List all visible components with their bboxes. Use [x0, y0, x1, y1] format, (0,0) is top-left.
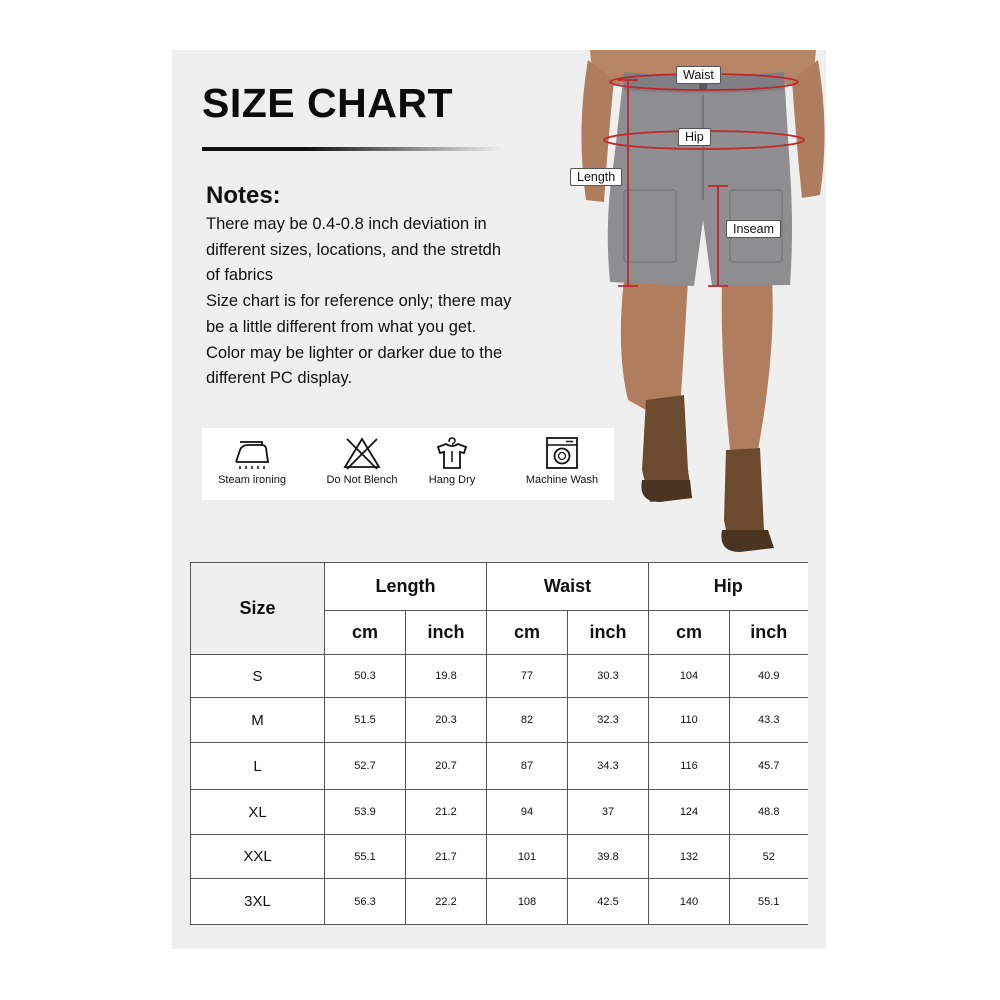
value-cell: 34.3 [568, 743, 649, 790]
size-cell: XL [191, 790, 325, 835]
care-label: Steam ironing [218, 474, 286, 486]
notes-heading: Notes: [206, 182, 281, 209]
value-cell: 52 [730, 835, 808, 879]
value-cell: 48.8 [730, 790, 808, 835]
value-cell: 39.8 [568, 835, 649, 879]
table-row [191, 790, 808, 835]
value-cell: 19.8 [406, 655, 487, 698]
size-table [190, 562, 808, 925]
value-cell: 82 [487, 698, 568, 743]
value-cell: 42.5 [568, 879, 649, 925]
waist-label: Waist [676, 66, 721, 84]
care-label: Hang Dry [428, 474, 476, 486]
washing-machine-icon [542, 436, 582, 470]
value-cell: 55.1 [730, 879, 808, 925]
value-cell: 22.2 [406, 879, 487, 925]
care-label: Do Not Blench [326, 474, 398, 486]
care-instructions [202, 428, 614, 500]
shorts-illustration [580, 50, 826, 560]
value-cell: 87 [487, 743, 568, 790]
value-cell: 53.9 [325, 790, 406, 835]
table-row [191, 835, 808, 879]
value-cell: 21.2 [406, 790, 487, 835]
value-cell: 124 [649, 790, 730, 835]
notes-line: Color may be lighter or darker due to the [206, 343, 503, 362]
value-cell: 77 [487, 655, 568, 698]
care-item-hang-dry [424, 436, 480, 486]
notes-text [206, 212, 536, 392]
group-header: Waist [487, 563, 649, 611]
hip-label: Hip [678, 128, 711, 146]
size-cell: L [191, 743, 325, 790]
unit-header: cm [649, 611, 730, 655]
iron-icon [232, 436, 272, 470]
value-cell: 104 [649, 655, 730, 698]
value-cell: 43.3 [730, 698, 808, 743]
care-item-steam-ironing [214, 436, 290, 486]
value-cell: 20.3 [406, 698, 487, 743]
value-cell: 116 [649, 743, 730, 790]
size-cell: 3XL [191, 879, 325, 925]
no-bleach-icon [342, 436, 382, 470]
inseam-label: Inseam [726, 220, 781, 238]
model-figure [577, 50, 826, 560]
value-cell: 94 [487, 790, 568, 835]
table-row [191, 698, 808, 743]
hang-dry-icon [432, 436, 472, 470]
value-cell: 55.1 [325, 835, 406, 879]
care-label: Machine Wash [525, 474, 599, 486]
size-cell: XXL [191, 835, 325, 879]
table-row [191, 879, 808, 925]
value-cell: 108 [487, 879, 568, 925]
value-cell: 45.7 [730, 743, 808, 790]
value-cell: 37 [568, 790, 649, 835]
title-underline [202, 147, 502, 151]
length-label: Length [570, 168, 622, 186]
table-row [191, 655, 808, 698]
notes-line: different PC display. [206, 369, 353, 388]
page-title: SIZE CHART [202, 80, 453, 126]
value-cell: 50.3 [325, 655, 406, 698]
value-cell: 101 [487, 835, 568, 879]
value-cell: 140 [649, 879, 730, 925]
size-cell: S [191, 655, 325, 698]
value-cell: 52.7 [325, 743, 406, 790]
value-cell: 51.5 [325, 698, 406, 743]
notes-line: Size chart is for reference only; there may [206, 292, 512, 311]
group-header: Length [325, 563, 487, 611]
unit-header: cm [487, 611, 568, 655]
size-cell: M [191, 698, 325, 743]
care-item-do-not-bleach [322, 436, 402, 486]
unit-header: inch [568, 611, 649, 655]
table-row [191, 743, 808, 790]
value-cell: 56.3 [325, 879, 406, 925]
value-cell: 20.7 [406, 743, 487, 790]
value-cell: 21.7 [406, 835, 487, 879]
size-column-header: Size [191, 563, 325, 655]
value-cell: 30.3 [568, 655, 649, 698]
notes-line: There may be 0.4-0.8 inch deviation in [206, 215, 487, 233]
notes-line: be a little different from what you get. [206, 317, 477, 336]
value-cell: 132 [649, 835, 730, 879]
unit-header: cm [325, 611, 406, 655]
table-header-row [191, 563, 808, 611]
notes-line: of fabrics [206, 266, 273, 285]
value-cell: 32.3 [568, 698, 649, 743]
group-header: Hip [649, 563, 808, 611]
value-cell: 40.9 [730, 655, 808, 698]
unit-header: inch [730, 611, 808, 655]
notes-line: different sizes, locations, and the stretdh [206, 240, 502, 259]
value-cell: 110 [649, 698, 730, 743]
unit-header: inch [406, 611, 487, 655]
